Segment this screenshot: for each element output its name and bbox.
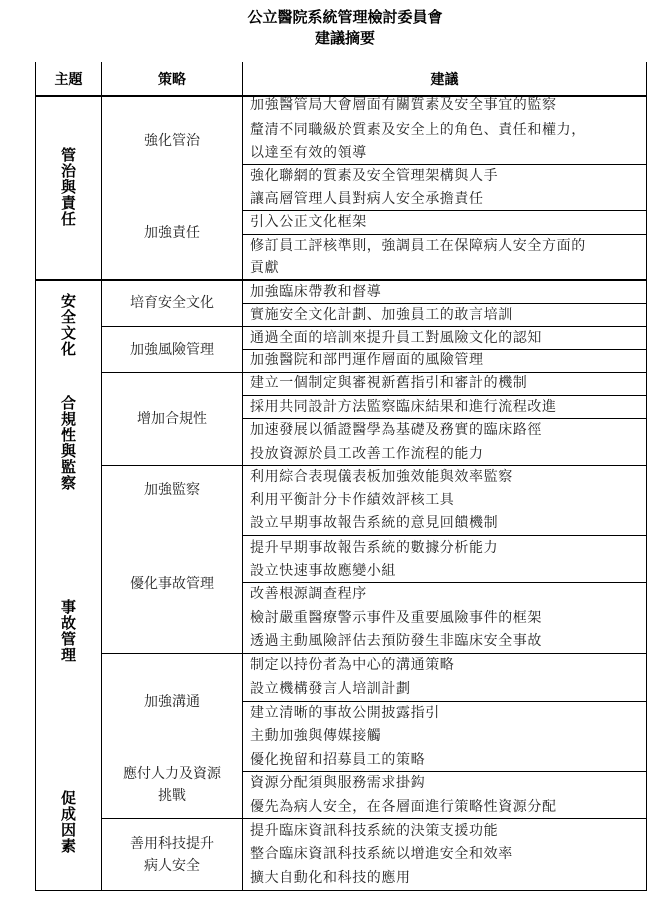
recommendation-item: 利用平衡計分卡作績效評核工具 xyxy=(250,492,455,508)
recommendation-divider xyxy=(242,418,647,419)
recommendation-item: 以達至有效的領導 xyxy=(250,145,367,161)
header-strategy: 策略 xyxy=(158,72,186,88)
recommendation-item: 制定以持份者為中心的溝通策略 xyxy=(250,657,455,673)
recommendation-divider xyxy=(242,234,647,235)
theme-governance-accountability: 管 治 與 責 任 xyxy=(60,146,76,228)
recommendation-item: 利用綜合表現儀表板加強效能與效率監察 xyxy=(250,469,513,485)
recommendation-item: 加強醫管局大會層面有關質素及安全事宜的監察 xyxy=(250,97,557,113)
theme-enablers: 促 成 因 素 xyxy=(60,789,76,855)
recommendation-item: 改善根源調查程序 xyxy=(250,586,367,602)
strategy-cell: 強化管治 xyxy=(144,133,200,149)
recommendation-item: 採用共同設計方法監察臨床結果和進行流程改進 xyxy=(250,399,557,415)
recommendation-item: 加強臨床帶教和督導 xyxy=(250,284,382,300)
recommendation-item: 提升臨床資訊科技系統的決策支援功能 xyxy=(250,823,499,839)
theme-compliance-monitoring: 合 規 性 與 監 察 xyxy=(60,394,76,492)
recommendation-item: 透過主動風險評估去預防發生非臨床安全事故 xyxy=(250,633,542,649)
recommendation-divider xyxy=(242,771,647,772)
recommendation-item: 整合臨床資訊科技系統以增進安全和效率 xyxy=(250,846,513,862)
document-title: 公立醫院系統管理檢討委員會 xyxy=(247,8,443,26)
strategy-cell: 加強溝通 xyxy=(144,693,200,710)
strategy-cell: 優化事故管理 xyxy=(130,575,214,592)
recommendation-divider xyxy=(242,210,647,211)
recommendation-item: 主動加強與傳媒接觸 xyxy=(250,728,382,744)
recommendation-divider xyxy=(242,535,647,536)
recommendation-item: 擴大自動化和科技的應用 xyxy=(250,870,411,886)
theme-incident-management: 事 故 管 理 xyxy=(60,598,76,664)
recommendation-item: 資源分配須與服務需求掛鈎 xyxy=(250,775,426,791)
recommendation-divider xyxy=(242,582,647,583)
recommendation-item: 優先為病人安全，在各層面進行策略性資源分配 xyxy=(250,799,557,815)
recommendation-divider xyxy=(242,303,647,304)
strategy-cell: 培育安全文化 xyxy=(130,295,214,311)
recommendation-item: 提升早期事故報告系統的數據分析能力 xyxy=(250,540,499,556)
recommendation-item: 加強醫院和部門運作層面的風險管理 xyxy=(250,352,484,368)
strategy-cell: 加強風險管理 xyxy=(130,341,214,358)
recommendation-item: 優化挽留和招募員工的策略 xyxy=(250,752,426,768)
recommendation-item: 設立機構發言人培訓計劃 xyxy=(250,681,411,697)
recommendation-divider xyxy=(242,395,647,396)
recommendation-divider xyxy=(242,164,647,165)
recommendation-item: 貢獻 xyxy=(250,260,280,276)
strategy-cell: 增加合規性 xyxy=(137,411,207,427)
document-subtitle: 建議摘要 xyxy=(314,29,375,47)
recommendation-item: 設立快速事故應變小組 xyxy=(250,563,396,579)
strategy-cell: 加強監察 xyxy=(144,482,200,498)
recommendation-item: 建立清晰的事故公開披露指引 xyxy=(250,705,440,721)
column-divider-strategy xyxy=(242,62,243,891)
recommendation-item: 修訂員工評核準則，強調員工在保障病人安全方面的 xyxy=(250,238,586,254)
table-border-right xyxy=(646,62,647,891)
recommendation-item: 釐清不同職級於質素及安全上的角色、責任和權力， xyxy=(250,122,586,138)
table-border-bottom xyxy=(35,890,647,891)
recommendation-item: 建立一個制定與審視新舊指引和審計的機制 xyxy=(250,375,528,391)
recommendation-item: 讓高層管理人員對病人安全承擔責任 xyxy=(250,191,484,207)
recommendation-item: 引入公正文化框架 xyxy=(250,214,367,230)
strategy-cell: 加強責任 xyxy=(144,224,200,241)
recommendation-item: 強化聯網的質素及安全管理架構與人手 xyxy=(250,168,499,184)
header-recommendation: 建議 xyxy=(430,72,459,88)
recommendation-item: 通過全面的培訓來提升員工對風險文化的認知 xyxy=(250,330,542,346)
theme-safety-culture: 安 全 文 化 xyxy=(60,292,76,358)
recommendation-item: 加速發展以循證醫學為基礎及務實的臨床路徑 xyxy=(250,422,542,438)
recommendation-item: 檢討嚴重醫療警示事件及重要風險事件的框架 xyxy=(250,610,542,626)
recommendation-item: 投放資源於員工改善工作流程的能力 xyxy=(250,446,484,462)
recommendation-divider xyxy=(242,701,647,702)
strategy-cell: 應付人力及資源 挑戰 xyxy=(123,766,221,804)
header-theme: 主題 xyxy=(54,72,83,88)
recommendation-item: 設立早期事故報告系統的意見回饋機制 xyxy=(250,515,499,531)
recommendation-item: 實施安全文化計劃、加強員工的敢言培訓 xyxy=(250,307,513,323)
strategy-cell: 善用科技提升 病人安全 xyxy=(130,835,214,874)
